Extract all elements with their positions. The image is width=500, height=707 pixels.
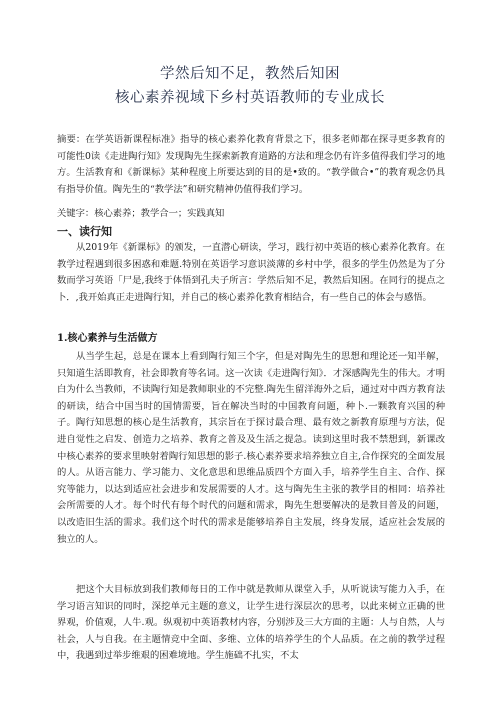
section-heading-2: 1.核心素养与生活做方: [57, 333, 158, 344]
abstract: 摘要：在学英语新课程标准》指导的核心素养化教育背景之下，很多老师都在探寻更多教育的可能性0读《走进陶行知》发现陶先生探索新教育道路的方法和理念仍有许多值得我们学习的地方。生活教育和《新课标》某种程度上所要达到的目的是•致的。“教学做合•”的教育观念仍具有指导价值。陶先生的“教学法”和研究精神仍值得我们学习。: [57, 134, 445, 195]
section2-paragraph-2: 把这个大目标放到我们教师每日的工作中就是教师从课堂入手，从听说读写能力入手，在学习语言知识的同时，深挖单元主题的意义，让学生进行深层次的思考，以此来树立正确的世界观，价值观，人牛.观。纵观初中英语教材内容，分别涉及三大方面的主题：人与自然，人与社会，人与自我。在主题情竞中全面、多维、立体的培养学生的个人品质。在之前的教学过程中，我遇到过举步维艰的困难境地。学生施础不扎实，不太: [57, 584, 445, 662]
section2-paragraph-1: 从当学生起，总是在课本上看到陶行知三个字，但是对陶先生的思想和理论还一知半解，只知道生活即教育，社会即教育等名词。这一次读《走进陶行知》．才深感陶先生的伟大。才明白为什么当教师，不读陶行知是教师职业的不完整.陶先生留洋海外之后，通过对中西方教育法的研读，结合中国当时的国情需要，旨在解决当时的中国教育问题，种卜.一颗教育兴国的种子。陶行知思想的核心是生活教育，其宗旨在于探讨最合理、最有效之新教育原理与方法，促进自觉性之启发、创造力之培养、教育之普及及生活之提急。读到这里时我不禁想到，新课改中核心素养的要求里映射着陶行知思想的影子.核心素养要求培养独立自主,合作探究的全面发展的人。从语言能力、学习能力、文化意思和思维品质四个方面入手，培养学生自主、合作、探究等能力，以达到适应社会进步和发展需要的人才。这与陶先生主张的教学目的相同：培养社会所需要的人才。每个时代有每个时代的问题和需求，陶先生想要解决的是教目普及的问题，以改造旧生活的需求。我们这个时代的需求是能够培养自主发展，终身发展，适应社会发展的独立的人。: [57, 351, 445, 545]
section1-paragraph: 从2019年《新课标》的颁发，一直潜心研读，学习，践行初中英语的核心素养化教育。在教学过程遇到很多困惑和难题.特别在英语学习意识淡薄的乡村中学，很多的学生仍然是为了分数而学习英语「尸是,我终于体悟到孔夫子所言：学然后知不足，教然后知困。在同行的提点之卜．,我开始真正走进陶行知，并自己的核心素养化教育相结合，有一些自己的体会与感悟。: [57, 242, 445, 303]
section-heading-1: 一、读行知: [57, 225, 112, 238]
page-title: 学然后知不足，教然后知困: [160, 66, 340, 82]
page-subtitle: 核心素养视域下乡村英语教师的专业成长: [115, 90, 385, 106]
keywords: 关键字：核心素养；教学合一；实践真知: [57, 208, 225, 219]
